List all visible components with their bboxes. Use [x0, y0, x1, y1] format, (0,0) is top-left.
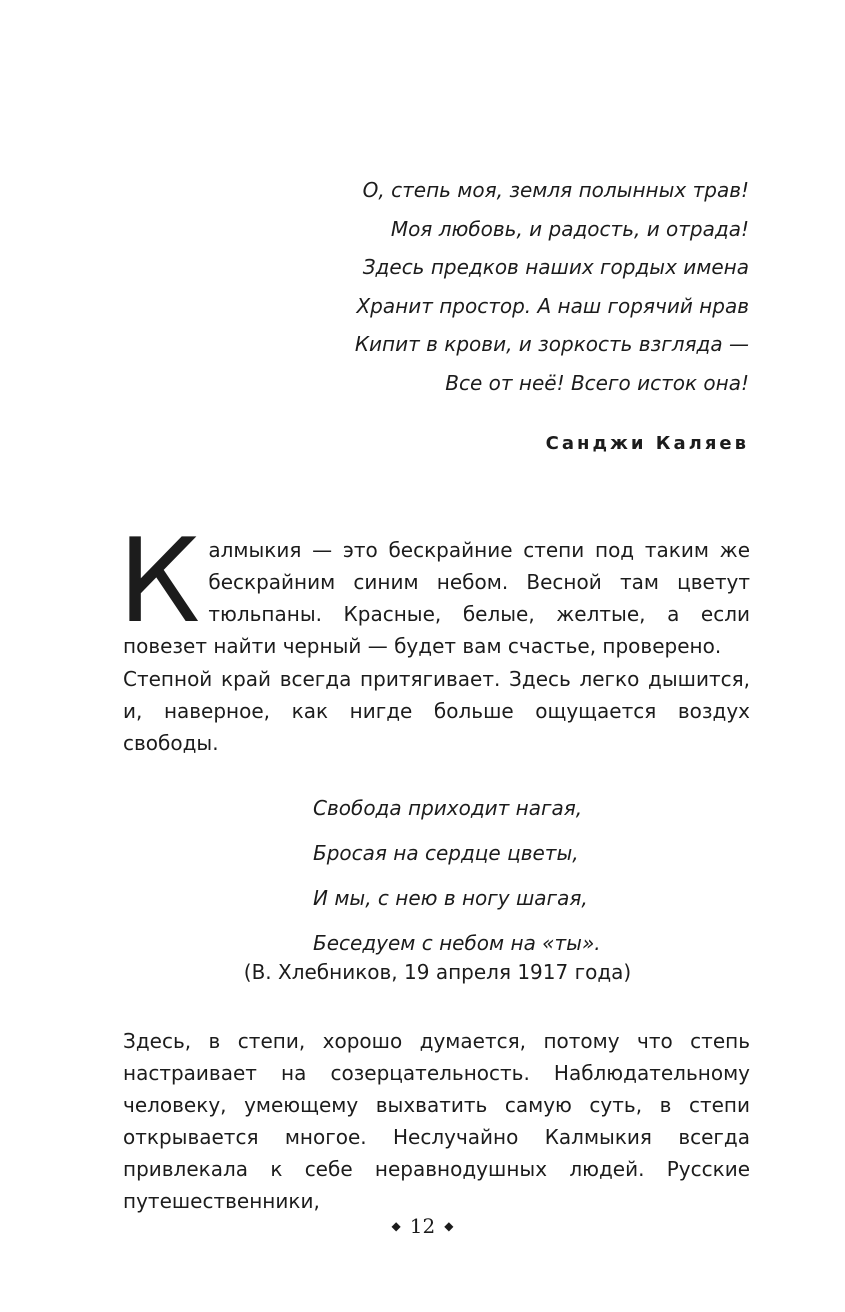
poem-source: (В. Хлебников, 19 апреля 1917 года): [243, 960, 632, 984]
epigraph-author: Санджи Каляев: [545, 433, 749, 454]
paragraph-2: Степной край всегда притягивает. Здесь легко дышится, и, наверное, как нигде больше ощущается воздух свободы.: [123, 667, 750, 755]
paragraph-1-text: алмыкия — это бескрайние степи под таким же бескрайним синим небом. Весной там цветут тюльпаны. Красные, белые, желтые, а если повезет найти черный — будет вам счастье, проверено.: [123, 538, 750, 658]
paragraph-3: Здесь, в степи, хорошо думается, потому что степь настраивает на созерцательность. Наблюдательному человеку, умеющему выхватить самую суть, в степи открывается многое. Неслучайно Калмыкия всегда привлекала к себе неравнодушных людей. Русские путешественники,: [123, 1029, 750, 1213]
diamond-icon: ◆: [391, 1219, 401, 1233]
epigraph-line: Все от неё! Всего исток она!: [445, 370, 749, 395]
diamond-icon: ◆: [444, 1219, 454, 1233]
epigraph-line: Моя любовь, и радость, и отрада!: [390, 216, 749, 241]
poem-line: И мы, с нею в ногу шагая,: [313, 886, 588, 910]
poem: [313, 786, 601, 966]
epigraph-line: О, степь моя, земля полынных трав!: [362, 178, 749, 202]
epigraph: [189, 171, 749, 402]
drop-cap: К: [118, 514, 201, 649]
paragraph-1: [118, 514, 750, 662]
poem-line: Бросая на сердце цветы,: [313, 841, 579, 865]
poem-line: Свобода приходит нагая,: [313, 796, 583, 820]
epigraph-line: Кипит в крови, и зоркость взгляда —: [354, 332, 749, 356]
epigraph-line: Хранит простор. А наш горячий нрав: [356, 293, 749, 318]
epigraph-line: Здесь предков наших гордых имена: [362, 255, 749, 279]
poem-line: Беседуем с небом на «ты».: [313, 931, 601, 955]
page-number: [0, 1214, 845, 1238]
page-number-value: 12: [409, 1214, 436, 1238]
